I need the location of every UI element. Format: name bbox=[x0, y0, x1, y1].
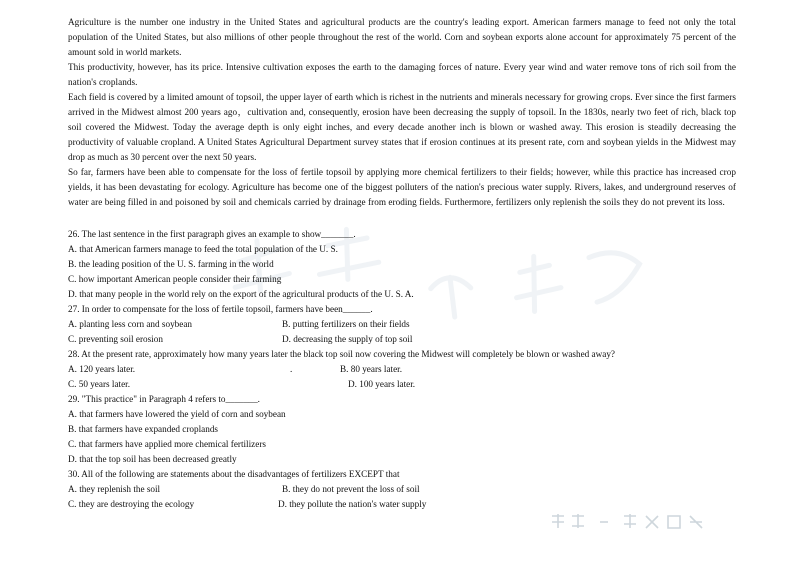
passage-paragraph-2: This productivity, however, has its price. Intensive cultivation exposes the earth to the damaging forces of nature. Every year wind and water remove tons of rich soil from the nation's croplands. bbox=[68, 62, 736, 87]
question-30-option-b: B. they do not prevent the loss of soil bbox=[282, 484, 420, 494]
question-29-stem: 29. "This practice" in Paragraph 4 refers to_______. bbox=[68, 394, 260, 404]
question-29-option-a: A. that farmers have lowered the yield of corn and soybean bbox=[68, 409, 286, 419]
passage bbox=[68, 15, 736, 210]
question-28-option-d: D. 100 years later. bbox=[348, 379, 416, 389]
question-28-stem: 28. At the present rate, approximately how many years later the black top soil now covering the Midwest will completely be blown or washed away? bbox=[68, 349, 616, 359]
question-28-option-b: B. 80 years later. bbox=[340, 364, 402, 374]
passage-paragraph-3: Each field is covered by a limited amount of topsoil, the upper layer of earth which is richest in the nutrients and minerals necessary for growing crops. Ever since the first farmers arrived in the Midwest almost 200 years ago，cultivation and, consequently, erosion have been decreasing the supply of topsoil. In the 1830s, nearly two feet of rich, black top soil covered the Midwest. Today the average depth is only eight inches, and every decade another inch is blown or washed away. This erosion is steadily decreasing the productivity of valuable cropland. A United States Agricultural Department survey states that if erosion continues at its present rate, corn and soybean yields in the Midwest may drop as much as 30 percent over the next 50 years. bbox=[68, 92, 736, 162]
question-28-option-c: C. 50 years later. bbox=[68, 379, 130, 389]
question-26-option-a: A. that American farmers manage to feed the total population of the U. S. bbox=[68, 244, 338, 254]
question-30-option-d: D. they pollute the nation's water supply bbox=[278, 499, 427, 509]
question-27-option-b: B. putting fertilizers on their fields bbox=[282, 319, 410, 329]
question-26-option-c: C. how important American people consider their farming bbox=[68, 274, 282, 284]
question-27-option-c: C. preventing soil erosion bbox=[68, 334, 163, 344]
question-27-stem: 27. In order to compensate for the loss of fertile topsoil, farmers have been______. bbox=[68, 304, 373, 314]
question-26-option-d: D. that many people in the world rely on the export of the agricultural products of the U. S. A. bbox=[68, 289, 414, 299]
question-28-stray-dot: . bbox=[290, 364, 293, 374]
footer-watermark-glyphs bbox=[548, 512, 758, 532]
question-27-option-d: D. decreasing the supply of top soil bbox=[282, 334, 413, 344]
question-30-option-c: C. they are destroying the ecology bbox=[68, 499, 195, 509]
question-27-option-a: A. planting less corn and soybean bbox=[68, 319, 193, 329]
question-30-stem: 30. All of the following are statements about the disadvantages of fertilizers EXCEPT that bbox=[68, 469, 400, 479]
question-29-option-c: C. that farmers have applied more chemical fertilizers bbox=[68, 439, 266, 449]
question-28-option-a: A. 120 years later. bbox=[68, 364, 136, 374]
question-29-option-d: D. that the top soil has been decreased greatly bbox=[68, 454, 237, 464]
question-30-option-a: A. they replenish the soil bbox=[68, 484, 161, 494]
passage-paragraph-4: So far, farmers have been able to compensate for the loss of fertile topsoil by applying more chemical fertilizers to their fields; however, while this practice has increased crop yields, it has been devastating for ecology. Agriculture has become one of the biggest polluters of the nation's precious water supply. Rivers, lakes, and underground reserves of water are being filled in and poisoned by soil and chemicals carried by drainage from eroding fields. Furthermore, fertilizers only replenish the soils they do not prevent its loss. bbox=[68, 167, 736, 207]
footer-watermark bbox=[548, 512, 758, 536]
question-29-option-b: B. that farmers have expanded croplands bbox=[68, 424, 219, 434]
question-26-option-b: B. the leading position of the U. S. farming in the world bbox=[68, 259, 274, 269]
passage-paragraph-1: Agriculture is the number one industry in the United States and agricultural products are the country's leading export. American farmers manage to feed not only the total population of the United States, but also millions of other people throughout the rest of the world. Corn and soybean exports alone account for approximately 75 percent of the amount sold in world markets. bbox=[68, 17, 736, 57]
question-26-stem: 26. The last sentence in the first paragraph gives an example to show_______. bbox=[68, 229, 356, 239]
